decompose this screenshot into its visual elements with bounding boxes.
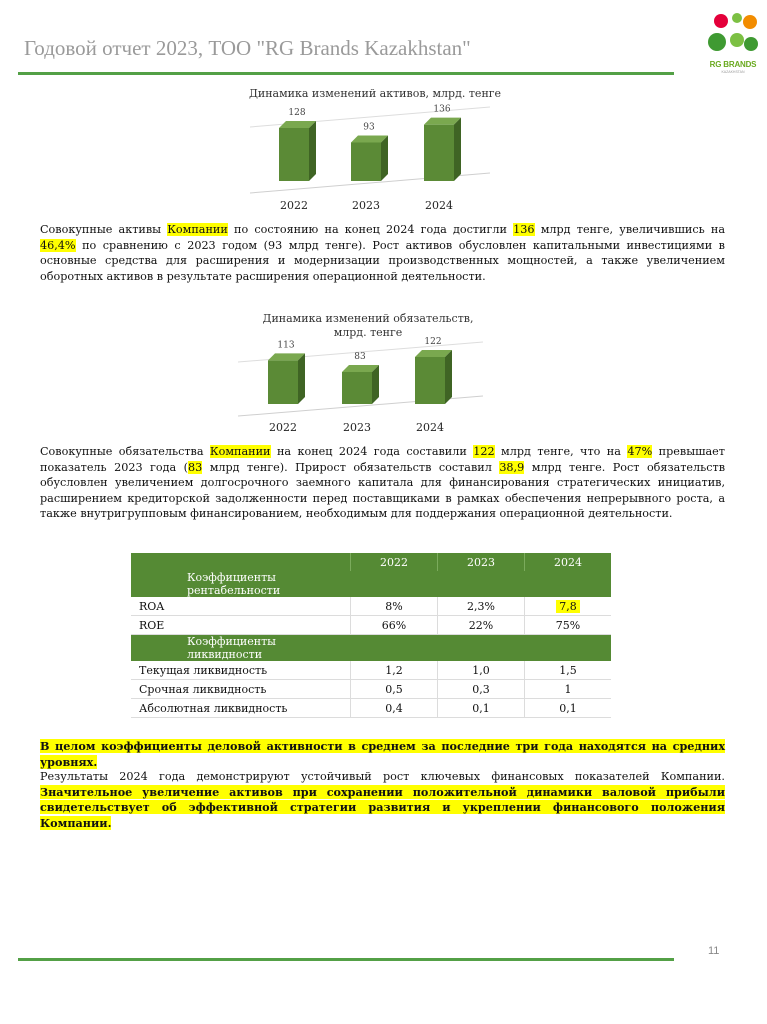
cell-value: 8% xyxy=(351,597,438,616)
assets-paragraph xyxy=(40,222,725,284)
table-header-year: 2022 xyxy=(351,553,438,571)
table-header-row xyxy=(131,553,611,571)
row-label: Срочная ликвидность xyxy=(131,680,351,699)
table-header-year: 2024 xyxy=(524,553,611,571)
bar-value-label: 128 xyxy=(288,107,306,118)
bar-value-label: 113 xyxy=(277,340,295,351)
liabilities-paragraph xyxy=(40,444,725,522)
cell-value: 0,1 xyxy=(524,699,611,718)
bar-side xyxy=(454,118,461,181)
assets-chart xyxy=(230,85,520,215)
page-header-title: Годовой отчет 2023, ТОО "RG Brands Kazakhstan" xyxy=(24,36,471,60)
bar-side xyxy=(298,353,305,404)
roa-2024-highlight: 7,8 xyxy=(556,600,580,613)
cell-value: 0,4 xyxy=(351,699,438,718)
cell-value: 66% xyxy=(351,616,438,635)
category-tick-label: 2022 xyxy=(280,199,308,212)
category-tick-label: 2023 xyxy=(352,199,380,212)
table-group-row xyxy=(131,635,611,662)
liabilities-chart-title: Динамика изменений обязательств, млрд. тенге xyxy=(262,312,474,339)
assets-highlight-value: 136 xyxy=(513,223,535,236)
bar-front xyxy=(351,142,381,181)
bar-side xyxy=(381,135,388,181)
liab-highlight-percent: 47% xyxy=(627,445,653,458)
assets-highlight-company: Компании xyxy=(167,223,228,236)
row-label: Текущая ликвидность xyxy=(131,661,351,680)
bar-front xyxy=(268,360,298,404)
cell-value: 0,3 xyxy=(438,680,525,699)
bar-side xyxy=(309,121,316,181)
cell-value: 2,3% xyxy=(438,597,525,616)
row-label: Абсолютная ликвидность xyxy=(131,699,351,718)
row-label: ROE xyxy=(131,616,351,635)
category-tick-label: 2024 xyxy=(425,199,453,212)
liab-text-3: млрд тенге, что на xyxy=(494,445,628,458)
cell-value: 0,1 xyxy=(438,699,525,718)
bar-value-label: 93 xyxy=(363,122,375,133)
assets-text-3: млрд тенге, увеличившись на xyxy=(534,223,725,236)
liabilities-chart-plot xyxy=(218,310,518,440)
cell-value: 75% xyxy=(524,616,611,635)
assets-text-4: по сравнению с 2023 годом (93 млрд тенге). Рост активов обусловлен капитальными инвестициями в основные средства для расширения и модернизации производственных мощностей, а также увеличением оборотных активов в результате расширения операционной деятельности. xyxy=(40,238,725,283)
footer-rule xyxy=(18,958,674,961)
results-highlight: Значительное увеличение активов при сохранении положительной динамики валовой прибыли свидетельствует об эффективной стратегии развития и укреплении финансового положения Компании. xyxy=(40,784,725,830)
group-label-profitability: Коэффициенты рентабельности xyxy=(131,571,351,597)
liab-text-5: млрд тенге). Прирост обязательств составил xyxy=(202,460,500,474)
table-header-empty xyxy=(131,553,351,571)
liab-text-1: Совокупные обязательства xyxy=(40,445,210,458)
liab-text-4: превышает показатель 2023 года ( xyxy=(40,445,725,474)
table-row xyxy=(131,616,611,635)
liabilities-chart xyxy=(218,310,518,440)
table-row xyxy=(131,699,611,718)
bar-side xyxy=(445,350,452,404)
cell-value: 22% xyxy=(438,616,525,635)
bar-front xyxy=(279,128,309,181)
table-group-row xyxy=(131,571,611,597)
category-tick-label: 2023 xyxy=(343,421,371,434)
table-header-year: 2023 xyxy=(438,553,525,571)
table-row xyxy=(131,680,611,699)
cell-value: 1,5 xyxy=(524,661,611,680)
liab-highlight-prev: 83 xyxy=(188,460,203,474)
bar-value-label: 136 xyxy=(433,104,451,115)
cell-value xyxy=(524,597,611,616)
row-label: ROA xyxy=(131,597,351,616)
group-label-liquidity: Коэффициенты ликвидности xyxy=(131,635,351,662)
assets-highlight-growth: 46,4% xyxy=(40,238,76,252)
category-tick-label: 2024 xyxy=(416,421,444,434)
cell-value: 1 xyxy=(524,680,611,699)
header-rule xyxy=(18,72,674,75)
table-row xyxy=(131,661,611,680)
category-tick-label: 2022 xyxy=(269,421,297,434)
activity-highlight: В целом коэффициенты деловой активности в среднем за последние три года находятся на средних уровнях. xyxy=(40,739,725,769)
ratios-table xyxy=(131,553,611,718)
assets-chart-title: Динамика изменений активов, млрд. тенге xyxy=(248,87,502,100)
results-text-1: Результаты 2024 года демонстрируют устойчивый рост ключевых финансовых показателей Компании. xyxy=(40,770,725,783)
cell-value: 1,2 xyxy=(351,661,438,680)
liab-text-2: на конец 2024 года составили xyxy=(270,445,474,458)
company-logo xyxy=(706,10,760,76)
bar-front xyxy=(415,357,445,404)
liab-highlight-value: 122 xyxy=(473,445,495,458)
bar-front xyxy=(342,372,372,404)
bar-front xyxy=(424,125,454,181)
liab-highlight-company: Компании xyxy=(209,445,271,458)
logo-text: RG BRANDS xyxy=(709,60,757,69)
assets-text-1: Совокупные активы xyxy=(40,223,168,236)
logo-subtext: KAZAKHSTAN xyxy=(721,70,745,74)
results-paragraph xyxy=(40,769,725,831)
assets-chart-plot xyxy=(230,85,520,215)
liab-highlight-increase: 38,9 xyxy=(499,460,525,474)
cell-value: 1,0 xyxy=(438,661,525,680)
assets-text-2: по состоянию на конец 2024 года достигли xyxy=(227,223,514,236)
page-number: 11 xyxy=(708,945,720,957)
liab-text-6: млрд тенге. Рост обязательств обусловлен увеличением долгосрочного заемного капитала для финансирования стратегических инициатив, расширением кредиторской задолженности перед поставщиками в рамках обеспечения непрерывного роста, а также внутригрупповым финансированием, необходимым для поддержания операционной деятельности. xyxy=(40,460,726,520)
activity-paragraph xyxy=(40,739,725,770)
table-row xyxy=(131,597,611,616)
bar-value-label: 122 xyxy=(424,336,442,347)
bar-value-label: 83 xyxy=(354,351,366,362)
logo-icon xyxy=(706,10,760,60)
cell-value: 0,5 xyxy=(351,680,438,699)
